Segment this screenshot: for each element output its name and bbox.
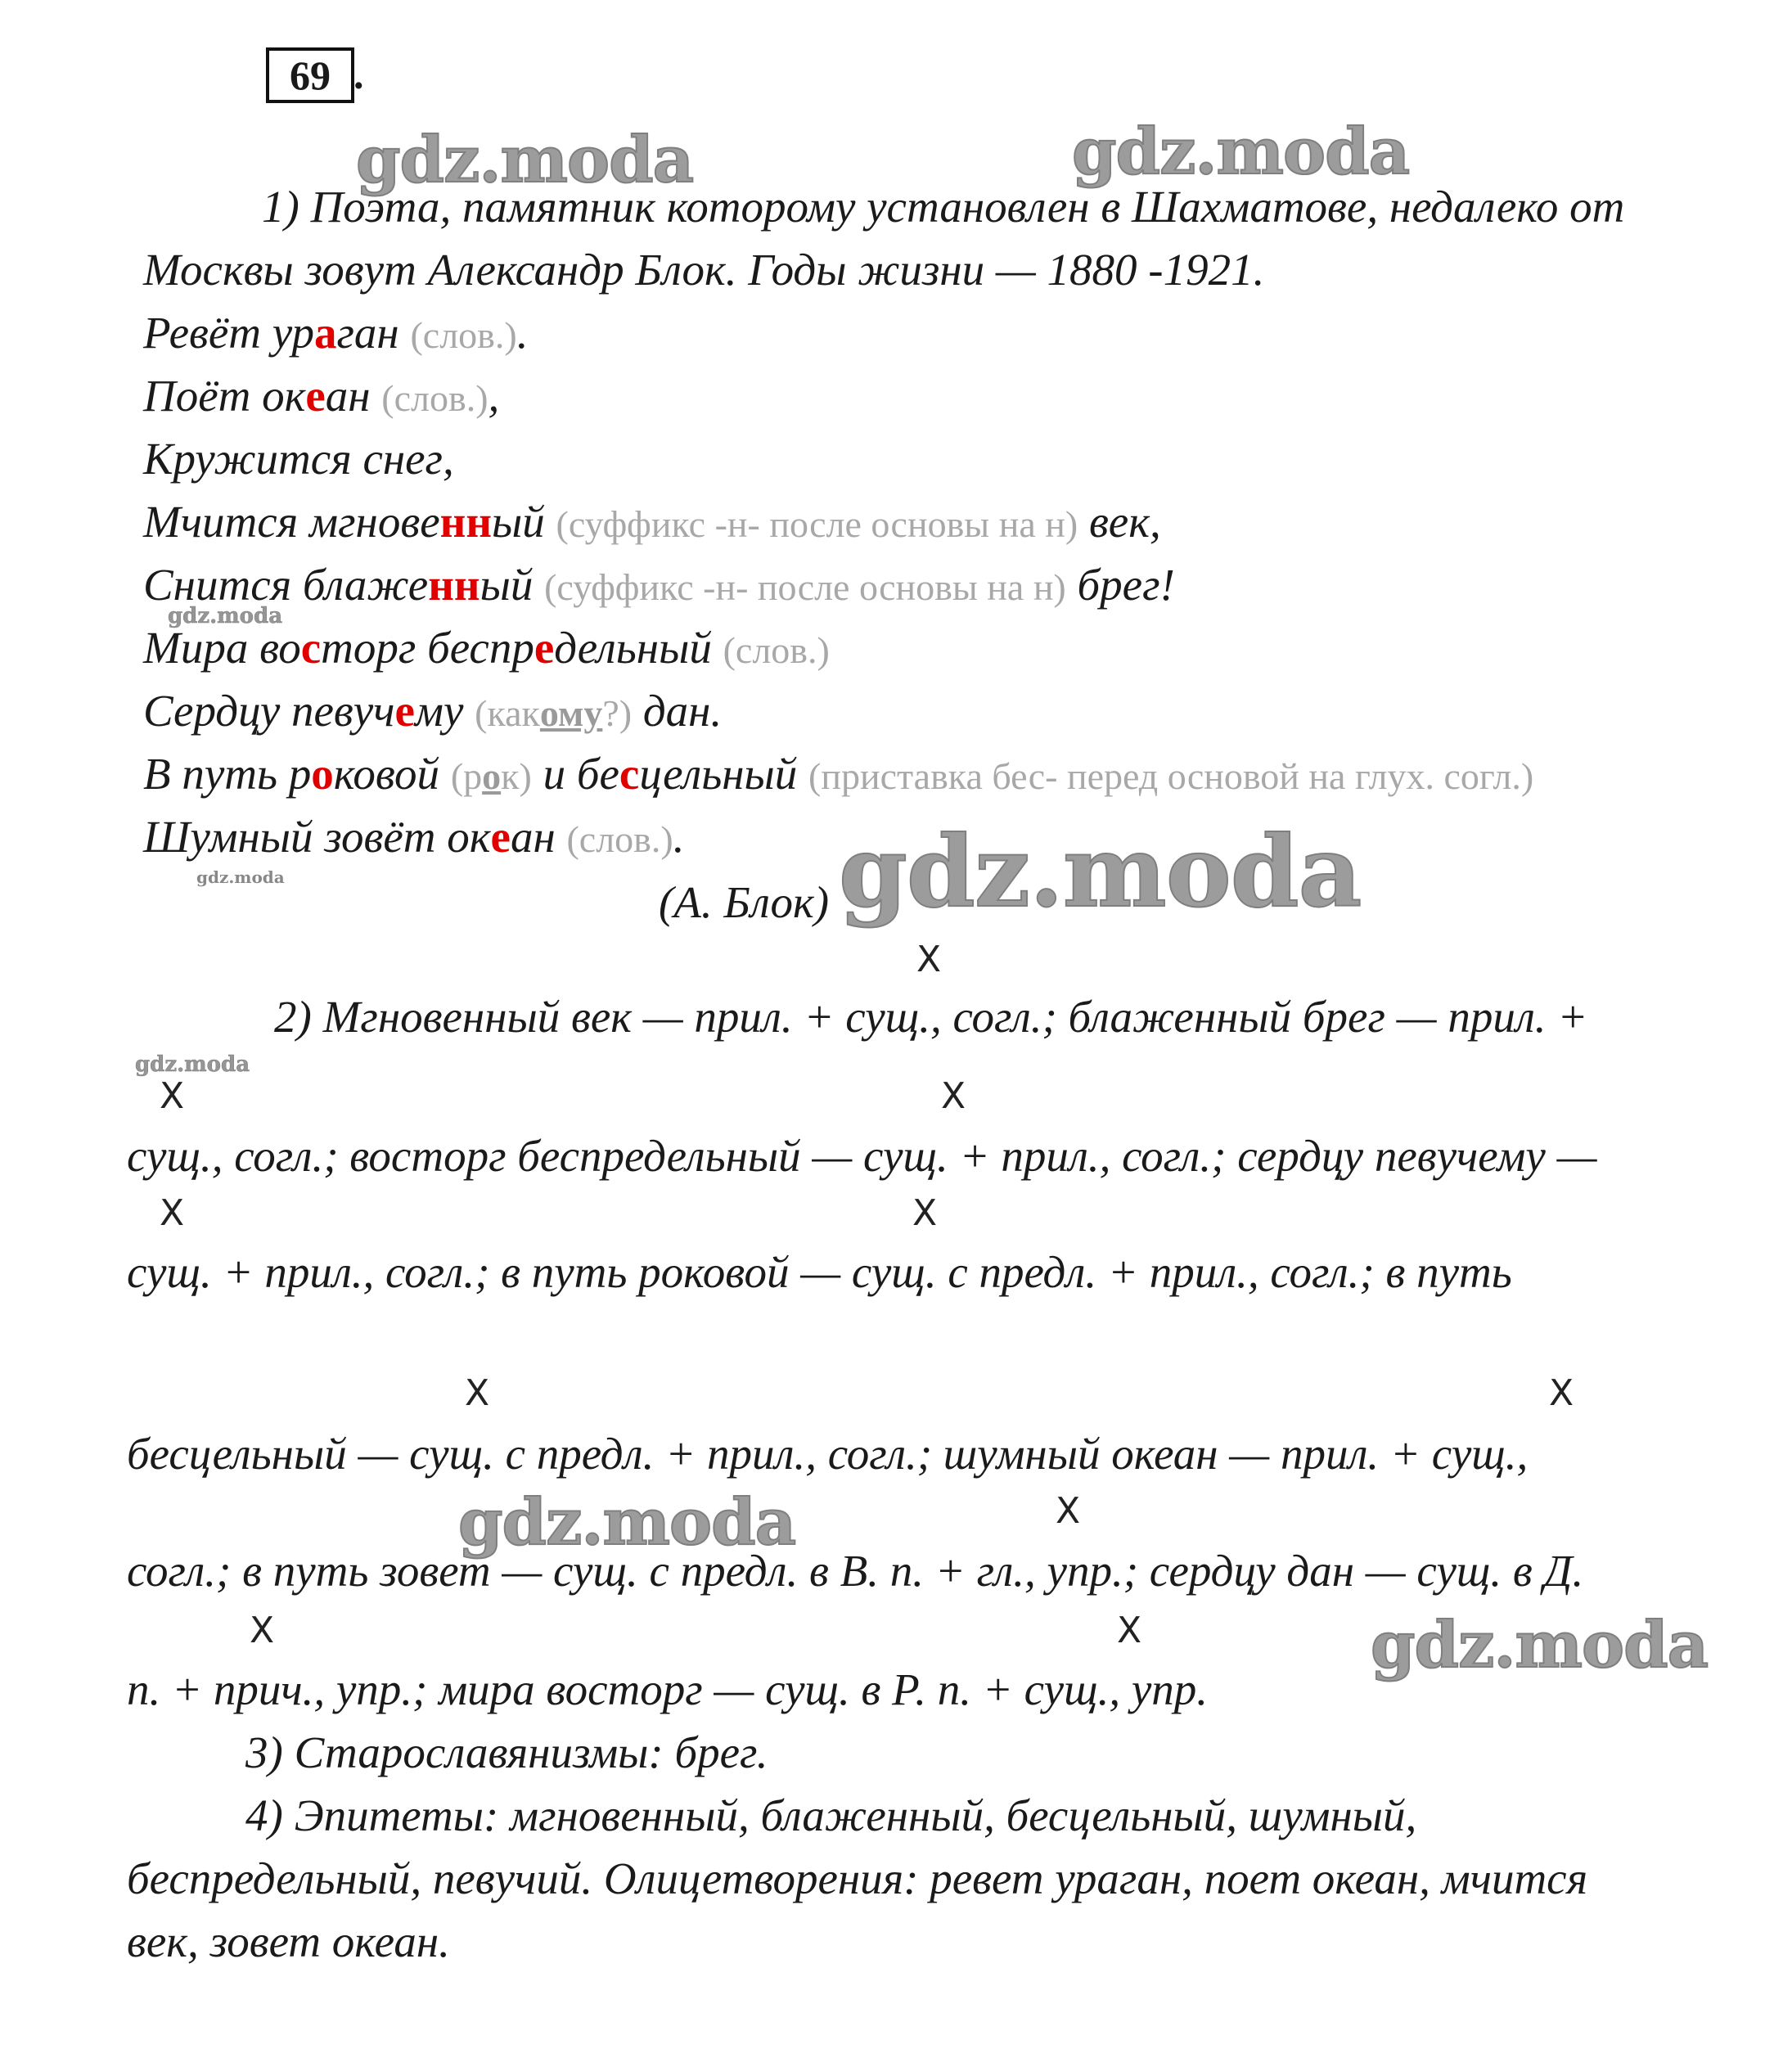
annotation: (приставка бес- перед основой на глух. согл.): [808, 755, 1534, 797]
poem-line: Поёт океан (слов.),: [143, 371, 500, 421]
poem-line: Мчится мгновенный (суффикс -н- после основы на н) век,: [143, 497, 1161, 547]
task-number-box: [266, 47, 354, 103]
x-mark: Х: [160, 1192, 185, 1234]
watermark: gdz.moda: [458, 1485, 796, 1560]
task-number-dot: .: [353, 52, 364, 97]
paragraph2-line: сущ. + прил., согл.; в путь роковой — сущ. с предл. + прил., согл.; в путь: [127, 1247, 1512, 1297]
highlighted-letter: о: [311, 749, 334, 799]
paragraph3: 3) Старославянизмы: брег.: [245, 1727, 768, 1777]
x-mark: Х: [916, 939, 942, 980]
paragraph1-line2: Москвы зовут Александр Блок. Годы жизни — 1880 -1921.: [143, 245, 1265, 295]
annotation: (слов.): [566, 818, 673, 860]
poem-line: Ревёт ураган (слов.).: [143, 308, 529, 358]
annotation: (рок): [450, 755, 532, 797]
x-mark: Х: [465, 1372, 490, 1414]
watermark: gdz.moda: [1072, 115, 1410, 189]
watermark: gdz.moda: [356, 123, 694, 197]
highlighted-letter: е: [394, 686, 415, 736]
watermark: gdz.moda: [196, 867, 285, 887]
paragraph4-line: 4) Эпитеты: мгновенный, блаженный, бесцельный, шумный,: [245, 1790, 1417, 1840]
task-number: 69: [290, 52, 331, 98]
annotation: (слов.): [410, 314, 517, 356]
paragraph2-line: п. + прич., упр.; мира восторг — сущ. в Р. п. + сущ., упр.: [127, 1664, 1208, 1714]
x-mark: Х: [1549, 1372, 1574, 1414]
annotation: (суффикс -н- после основы на н): [544, 566, 1066, 608]
poem-line: Кружится снег,: [143, 434, 454, 484]
paragraph4-line: беспредельный, певучий. Олицетворения: ревет ураган, поет океан, мчится: [127, 1853, 1588, 1903]
paragraph4-line: век, зовет океан.: [127, 1916, 450, 1966]
x-mark: Х: [1117, 1610, 1142, 1651]
poem-line: В путь роковой (рок) и бесцельный (приставка бес- перед основой на глух. согл.): [143, 749, 1534, 799]
poem-line: Мира восторг беспредельный (слов.): [143, 623, 830, 673]
highlighted-letter: с: [300, 623, 322, 673]
highlighted-letter: нн: [428, 560, 480, 610]
watermark: gdz.moda: [839, 814, 1362, 930]
watermark: gdz.moda: [135, 1052, 250, 1077]
poem-line: Шумный зовёт океан (слов.).: [143, 812, 685, 862]
highlighted-letter: е: [534, 623, 555, 673]
annotation: (слов.): [381, 377, 489, 419]
highlighted-letter: нн: [439, 497, 493, 547]
x-mark: Х: [941, 1075, 966, 1117]
watermark: gdz.moda: [168, 604, 283, 628]
paragraph1-line1: 1) Поэта, памятник которому установлен в Шахматове, недалеко от: [262, 182, 1625, 232]
highlighted-letter: е: [305, 371, 326, 421]
x-mark: Х: [912, 1192, 938, 1234]
poem-author: (А. Блок): [659, 877, 830, 927]
poem-line: Снится блаженный (суффикс -н- после основы на н) брег!: [143, 560, 1175, 610]
poem-line: Сердцу певучему (какому?) дан.: [143, 686, 723, 736]
annotation: (слов.): [723, 629, 830, 671]
annotation: (какому?): [475, 692, 633, 734]
highlighted-letter: а: [313, 308, 337, 358]
paragraph2-line: бесцельный — сущ. с предл. + прил., согл.; шумный океан — прил. + сущ.,: [127, 1429, 1529, 1479]
x-mark: Х: [1056, 1490, 1081, 1532]
x-mark: Х: [160, 1075, 185, 1117]
watermark: gdz.moda: [1371, 1608, 1709, 1682]
paragraph2-line: сущ., согл.; восторг беспредельный — сущ. + прил., согл.; сердцу певучему —: [127, 1131, 1597, 1181]
highlighted-letter: с: [619, 749, 640, 799]
highlighted-letter: е: [490, 812, 511, 862]
annotation: (суффикс -н- после основы на н): [556, 503, 1078, 545]
paragraph2-line: 2) Мгновенный век — прил. + сущ., согл.; блаженный брег — прил. +: [274, 992, 1588, 1042]
paragraph2-line: согл.; в путь зовет — сущ. с предл. в В. п. + гл., упр.; сердцу дан — сущ. в Д.: [127, 1546, 1584, 1596]
x-mark: Х: [250, 1610, 275, 1651]
